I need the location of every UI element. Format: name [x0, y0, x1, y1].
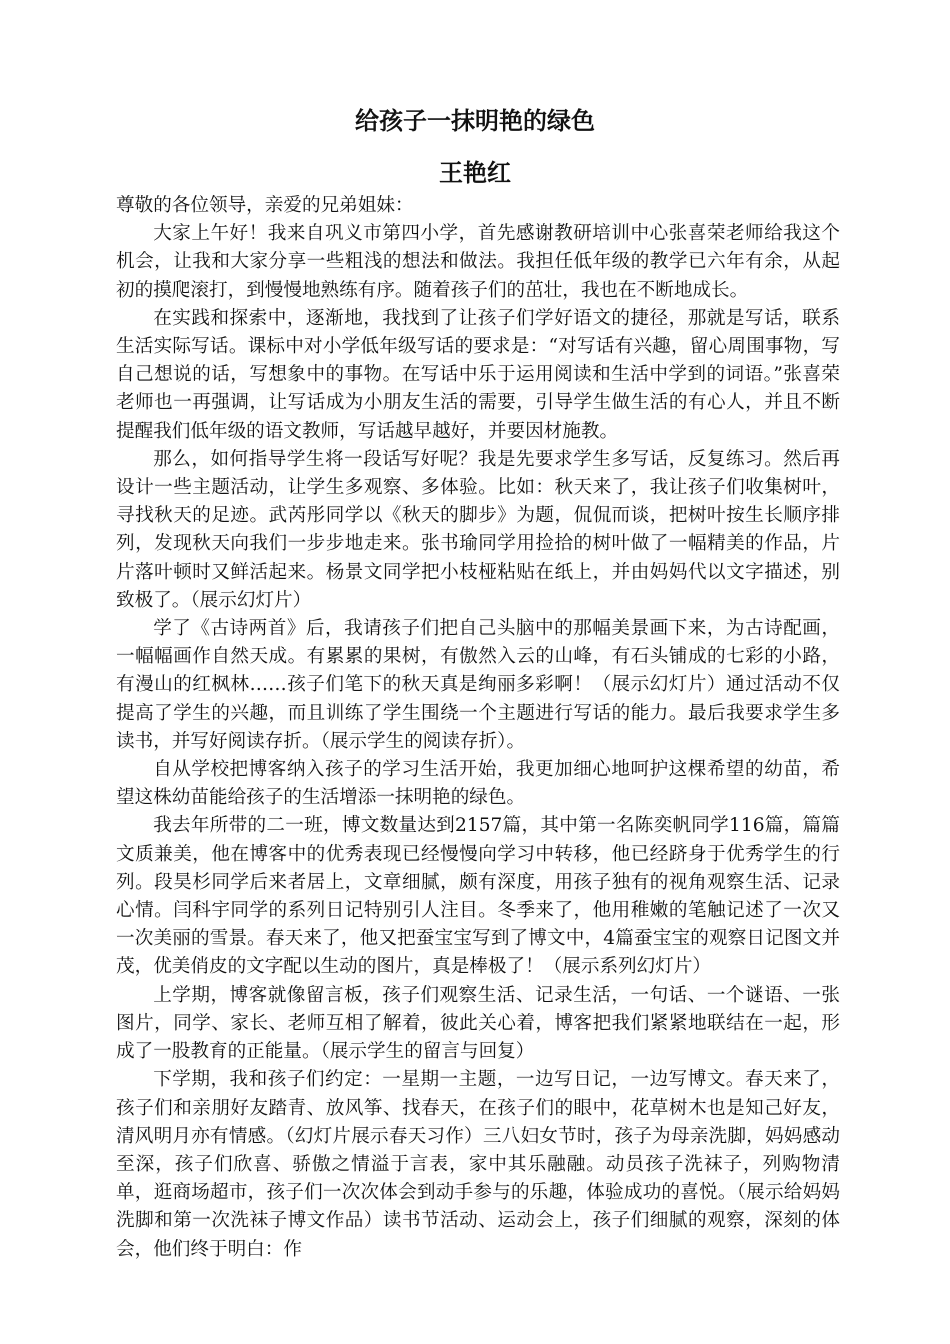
- paragraph-3: 那么，如何指导学生将一段话写好呢？我是先要求学生多写话，反复练习。然后再设计一些主题活动，让学生多观察、多体验。比如：秋天来了，我让孩子们收集树叶，寻找秋天的足迹。武芮彤同学以《秋天的脚步》为题，侃侃而谈，把树叶按生长顺序排列，发现秋天向我们一步步地走来。张书瑜同学用捡拾的树叶做了一幅精美的作品，片片落叶顿时又鲜活起来。杨景文同学把小枝桠粘贴在纸上，并由妈妈代以文字描述，别致极了。（展示幻灯片）: [116, 448, 840, 611]
- author-name: 王艳红: [439, 159, 511, 187]
- document-body: [116, 192, 840, 1264]
- paragraph-2: 在实践和探索中，逐渐地，我找到了让孩子们学好语文的捷径，那就是写话，联系生活实际写话。课标中对小学低年级写话的要求是：“对写话有兴趣，留心周围事物，写自己想说的话，写想象中的事物。在写话中乐于运用阅读和生活中学到的词语。”张喜荣老师也一再强调，让写话成为小朋友生活的需要，引导学生做生活的有心人，并且不断提醒我们低年级的语文教师，写话越早越好，并要因材施教。: [116, 307, 840, 442]
- paragraph-5: 自从学校把博客纳入孩子的学习生活开始，我更加细心地呵护这棵希望的幼苗，希望这株幼苗能给孩子的生活增添一抹明艳的绿色。: [116, 759, 840, 809]
- salutation: 尊敬的各位领导，亲爱的兄弟姐妹：: [116, 195, 414, 216]
- paragraph-8: 下学期，我和孩子们约定：一星期一主题，一边写日记，一边写博文。春天来了，孩子们和亲朋好友踏青、放风筝、找春天，在孩子们的眼中，花草树木也是知己好友，清风明月亦有情感。（幻灯片展示春天习作）三八妇女节时，孩子为母亲洗脚，妈妈感动至深，孩子们欣喜、骄傲之情溢于言表，家中其乐融融。动员孩子洗袜子，列购物清单，逛商场超市，孩子们一次次体会到动手参与的乐趣，体验成功的喜悦。（展示给妈妈洗脚和第一次洗袜子博文作品）读书节活动、运动会上，孩子们细腻的观察，深刻的体会，他们终于明白：作: [116, 1069, 840, 1260]
- paragraph-1: 大家上午好！我来自巩义市第四小学，首先感谢教研培训中心张喜荣老师给我这个机会，让我和大家分享一些粗浅的想法和做法。我担任低年级的教学已六年有余，从起初的摸爬滚打，到慢慢地熟练有序。随着孩子们的茁壮，我也在不断地成长。: [116, 223, 840, 301]
- paragraph-7: 上学期，博客就像留言板，孩子们观察生活、记录生活，一句话、一个谜语、一张图片，同学、家长、老师互相了解着，彼此关心着，博客把我们紧紧地联结在一起，形成了一股教育的正能量。（展示学生的留言与回复）: [116, 984, 840, 1063]
- document-title: 给孩子一抹明艳的绿色: [355, 107, 595, 135]
- paragraph-6: 我去年所带的二一班，博文数量达到2157篇，其中第一名陈奕帆同学116篇，篇篇文质兼美，他在博客中的优秀表现已经慢慢向学习中转移，他已经跻身于优秀学生的行列。段昊杉同学后来者居上，文章细腻，颇有深度，用孩子独有的视角观察生活、记录心情。闫科宇同学的系列日记特别引人注目。冬季来了，他用稚嫩的笔触记述了一次又一次美丽的雪景。春天来了，他又把蚕宝宝写到了博文中，4篇蚕宝宝的观察日记图文并茂，优美俏皮的文字配以生动的图片，真是棒极了！（展示系列幻灯片）: [116, 815, 840, 978]
- paragraph-4: 学了《古诗两首》后，我请孩子们把自己头脑中的那幅美景画下来，为古诗配画，一幅幅画作自然天成。有累累的果树，有傲然入云的山峰，有石头铺成的七彩的小路，有漫山的红枫林……孩子们笔下的秋天真是绚丽多彩啊！（展示幻灯片）通过活动不仅提高了学生的兴趣，而且训练了学生围绕一个主题进行写话的能力。最后我要求学生多读书，并写好阅读存折。（展示学生的阅读存折）。: [116, 618, 840, 752]
